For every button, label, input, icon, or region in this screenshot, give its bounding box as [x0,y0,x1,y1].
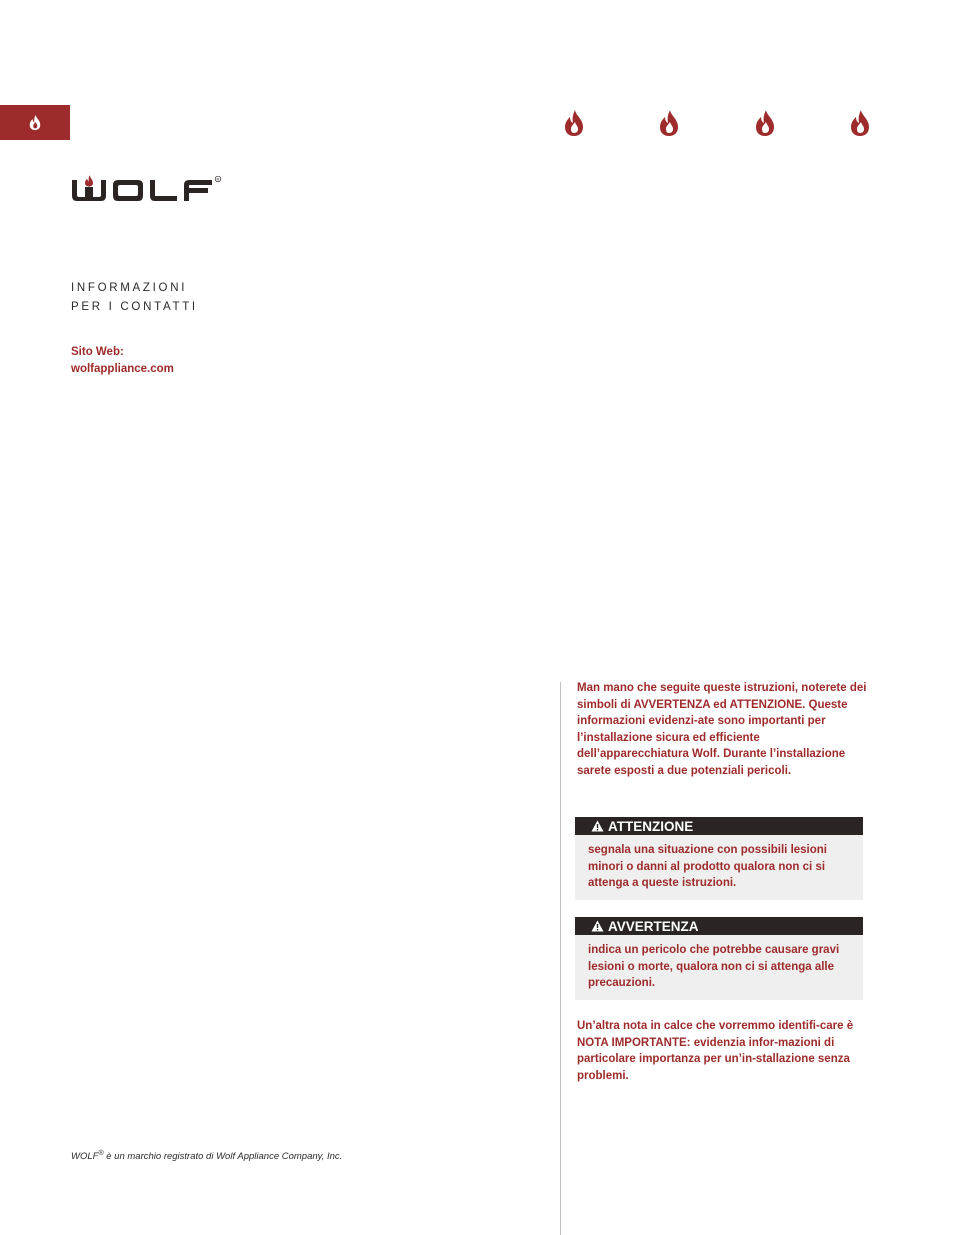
warning-box [575,917,863,1000]
caution-box [575,817,863,900]
svg-text:R: R [216,176,220,182]
flame-icon [657,109,681,137]
contact-heading-line2: PER I CONTATTI [71,301,198,313]
caution-header [575,817,863,835]
flame-icon [848,109,872,137]
intro-paragraph: Man mano che seguite queste istruzioni, noterete dei simboli di AVVERTENZA ed ATTENZIONE. Queste informazioni evidenzi-ate sono importanti per l’installazione sicura ed efficiente dell’apparecchiatura Wolf. Durante l’installazione sarete esposti a due potenziali pericoli. [577,682,867,777]
caution-title: ATTENZIONE [608,818,694,834]
warning-header [575,917,863,935]
caution-text: segnala una situazione con possibili lesioni minori o danni al prodotto qualora non ci si attenga a queste istruzioni. [588,844,827,889]
wolf-logo [71,173,223,203]
warning-triangle-icon [591,820,604,832]
registered-symbol: ® [98,1150,104,1157]
column-divider [560,682,561,1235]
trademark-brand: WOLF [71,1151,99,1163]
trademark-notice [71,1150,342,1162]
warning-triangle-icon [591,920,604,932]
flame-icon [753,109,777,137]
contact-heading [71,279,198,317]
warning-title: AVVERTENZA [608,918,699,934]
website-label: Sito Web: [71,346,124,358]
flame-icon [562,109,586,137]
trademark-text: è un marchio registrato di Wolf Appliance Company, Inc. [103,1151,343,1163]
section-tab [0,105,70,140]
warning-text: indica un pericolo che potrebbe causare gravi lesioni o morte, qualora non ci si attenga alle precauzioni. [588,944,840,989]
website-block [71,344,174,378]
flame-icon [28,114,42,131]
contact-heading-line1: INFORMAZIONI [71,282,188,294]
website-link[interactable]: wolfappliance.com [71,363,174,375]
footnote-paragraph: Un’altra nota in calce che vorremmo identifi-care è NOTA IMPORTANTE: evidenzia infor-mazioni di particolare importanza per un’in-stallazione senza problemi. [577,1020,854,1082]
